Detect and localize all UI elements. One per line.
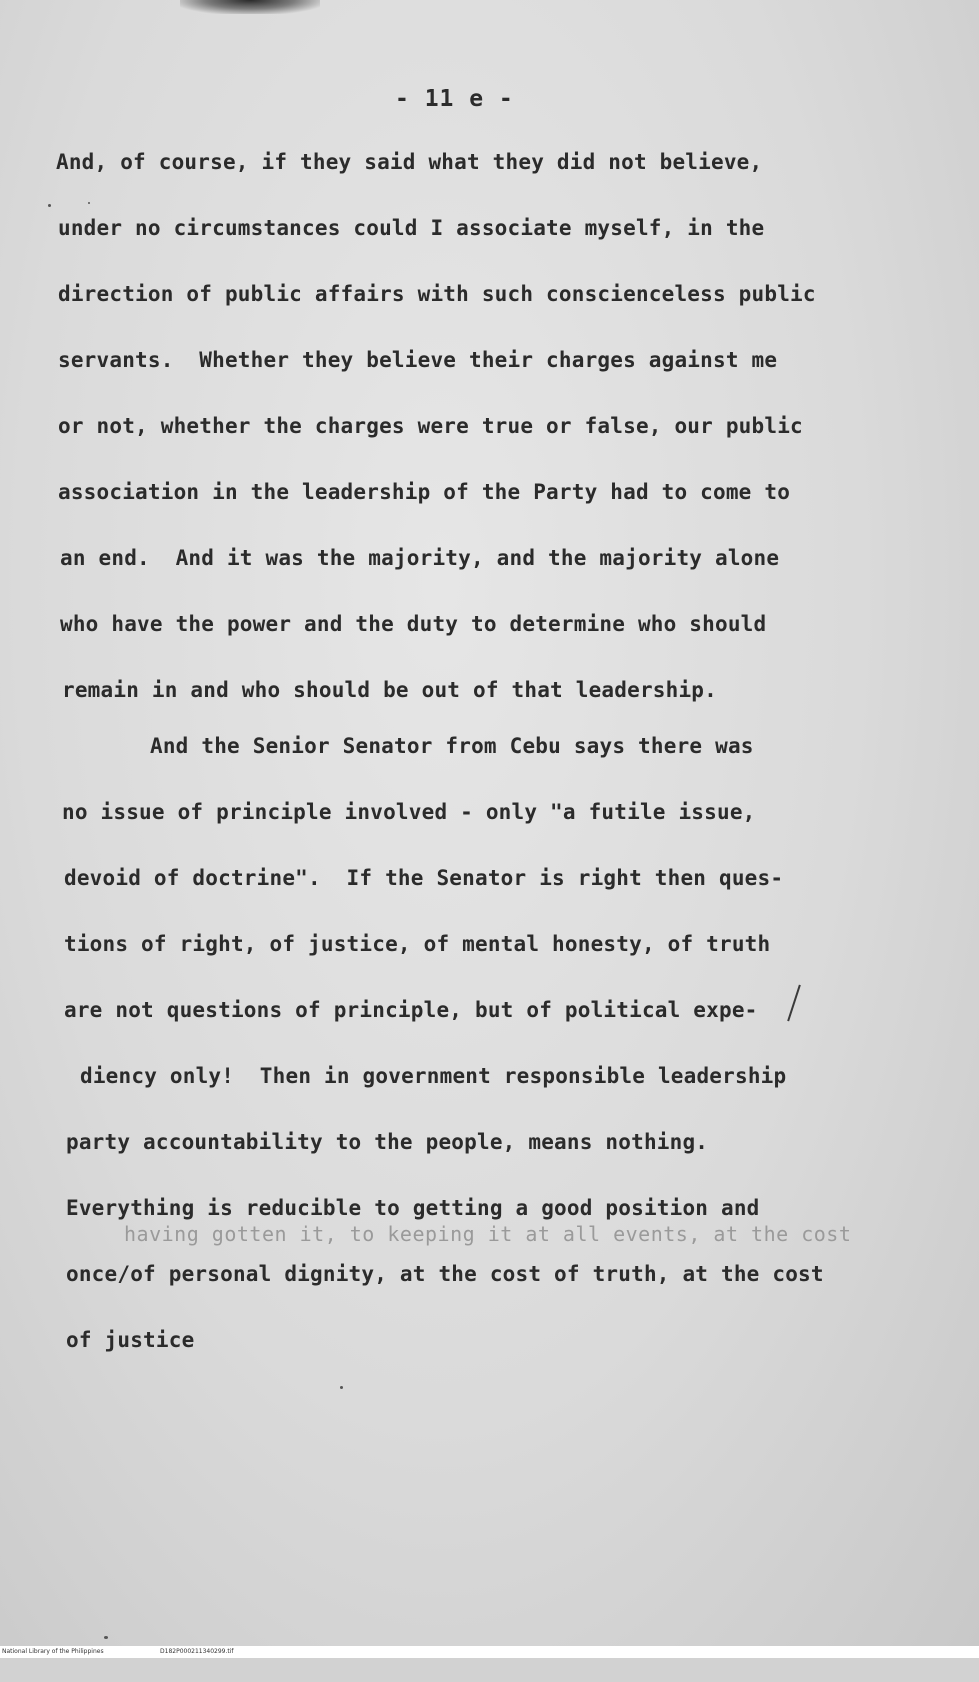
- text-line-14: are not questions of principle, but of political expe-: [64, 998, 758, 1022]
- text-line-17: Everything is reducible to getting a good position and: [66, 1196, 760, 1220]
- text-line-18-overtyped: having gotten it, to keeping it at all events, at the cost: [124, 1222, 852, 1246]
- dust-speck: [88, 202, 90, 204]
- text-line-4: servants. Whether they believe their charges against me: [58, 348, 778, 372]
- text-line-12: devoid of doctrine". If the Senator is right then ques-: [64, 866, 784, 890]
- dust-speck: [340, 1386, 343, 1389]
- text-line-3: direction of public affairs with such conscienceless public: [58, 282, 816, 306]
- text-line-7: an end. And it was the majority, and the majority alone: [60, 546, 780, 570]
- scan-shadow: [180, 0, 320, 14]
- text-line-13: tions of right, of justice, of mental honesty, of truth: [64, 932, 771, 956]
- text-line-5: or not, whether the charges were true or false, our public: [58, 414, 803, 438]
- text-line-9: remain in and who should be out of that leadership.: [62, 678, 717, 702]
- text-line-19: once/of personal dignity, at the cost of truth, at the cost: [66, 1262, 824, 1286]
- page-number: - 11 e -: [395, 86, 514, 112]
- text-line-6: association in the leadership of the Party had to come to: [58, 480, 791, 504]
- text-line-1: And, of course, if they said what they did not believe,: [56, 150, 763, 174]
- dust-speck: [104, 1636, 108, 1639]
- text-line-10: And the Senior Senator from Cebu says there was: [150, 734, 754, 758]
- text-line-20: of justice: [66, 1328, 195, 1352]
- footer-file-id: D182P000211340299.tif: [160, 1648, 234, 1655]
- text-line-11: no issue of principle involved - only "a futile issue,: [62, 800, 756, 824]
- scan-footer: [0, 1646, 979, 1658]
- handwritten-correction-mark: [787, 985, 801, 1022]
- text-line-15: diency only! Then in government responsible leadership: [80, 1064, 787, 1088]
- text-line-16: party accountability to the people, means nothing.: [66, 1130, 709, 1154]
- dust-speck: [48, 204, 51, 207]
- text-line-8: who have the power and the duty to determine who should: [60, 612, 767, 636]
- text-line-2: under no circumstances could I associate myself, in the: [58, 216, 765, 240]
- footer-archive: National Library of the Philippines: [2, 1648, 104, 1655]
